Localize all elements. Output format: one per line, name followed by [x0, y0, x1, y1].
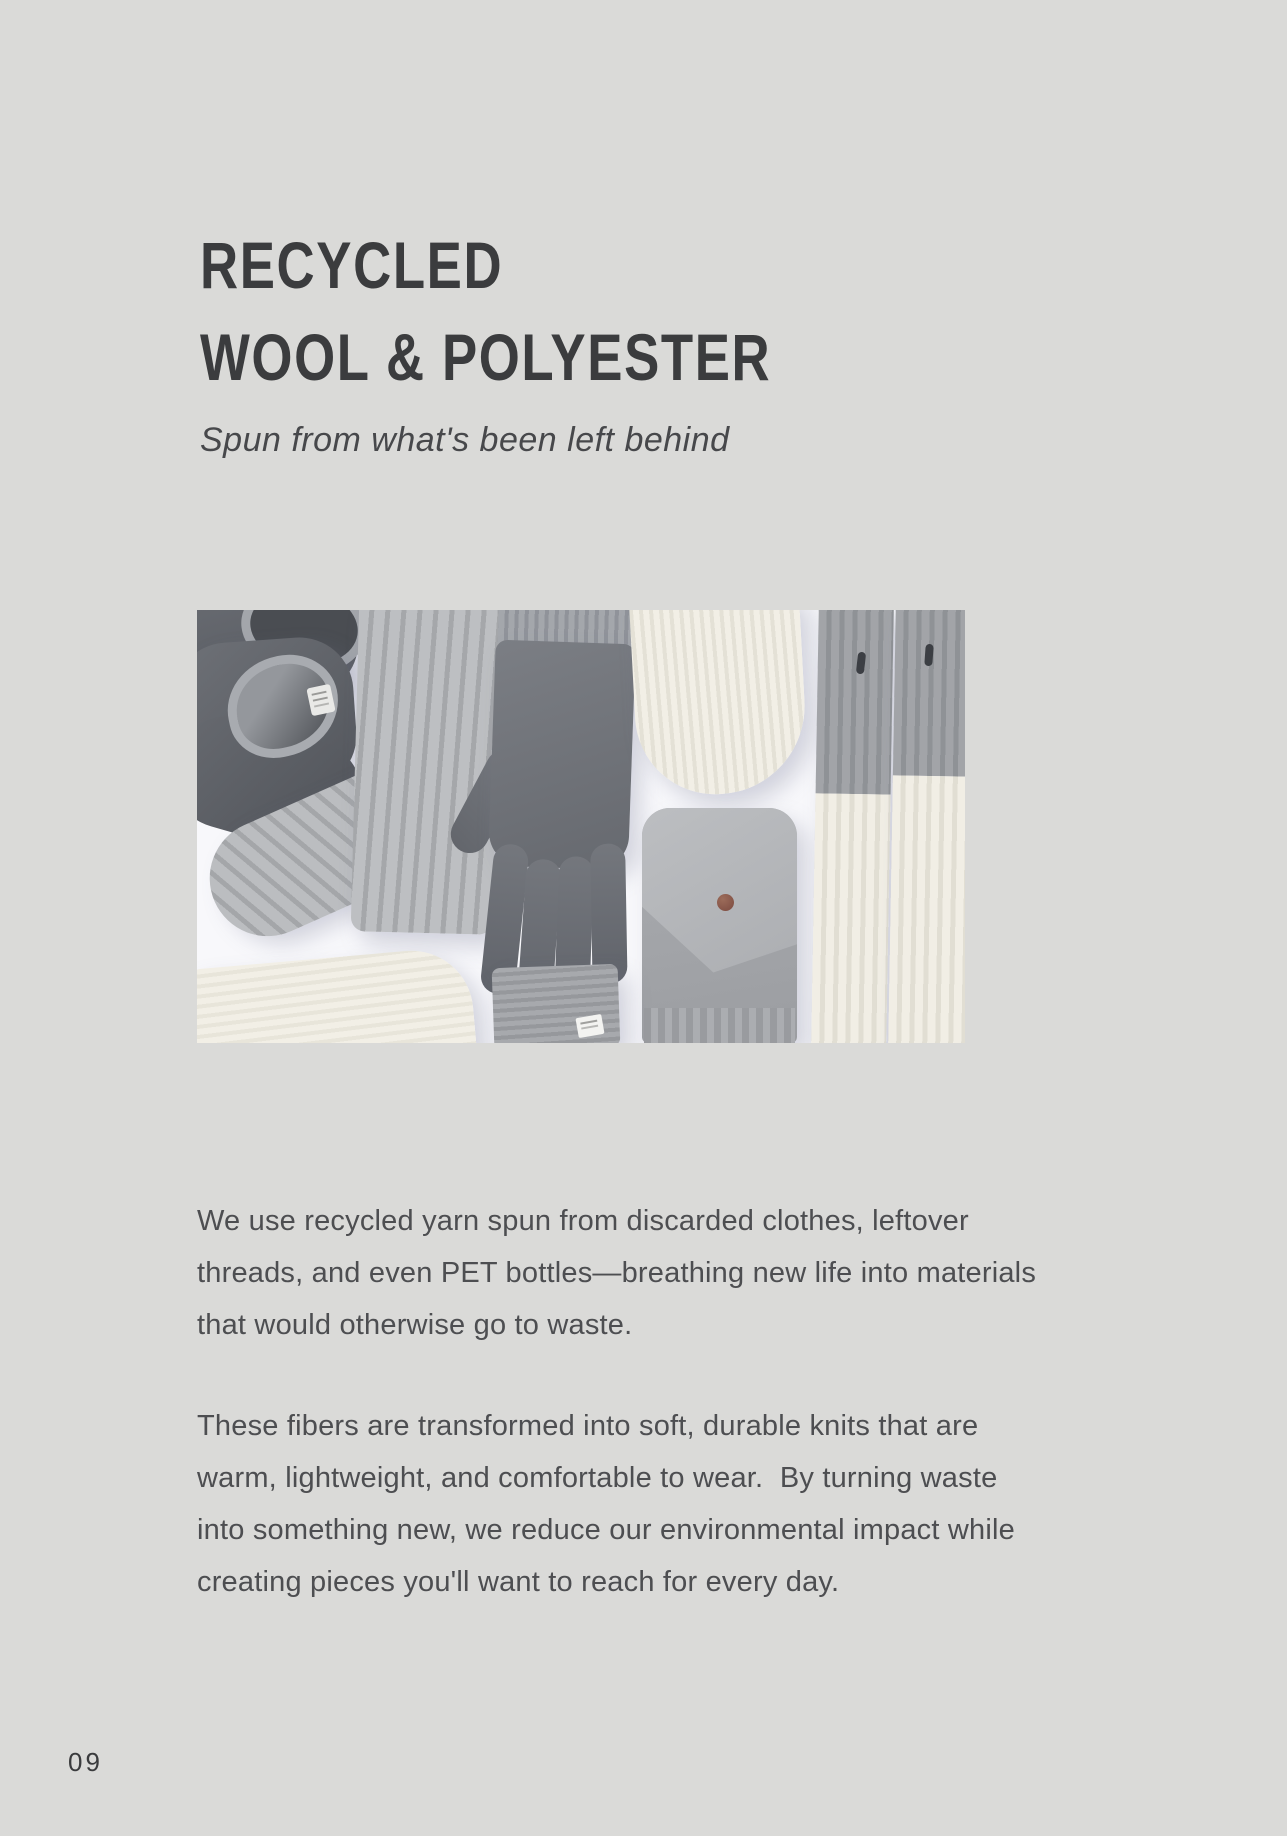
- photo-charcoal-glove: [483, 610, 643, 1020]
- paragraph-line: We use recycled yarn spun from discarded clothes, leftover: [197, 1205, 969, 1237]
- paragraph-line: creating pieces you'll want to reach for every day.: [197, 1566, 840, 1598]
- page-title-line-1: RECYCLED: [200, 228, 504, 303]
- photo-flap-mitten-cuff: [644, 1008, 795, 1043]
- photo-ivory-mitten: [629, 610, 809, 798]
- page-subtitle: Spun from what's been left behind: [200, 421, 730, 459]
- photo-grey-sock-leg: [351, 610, 502, 935]
- photo-right-sock-left: [811, 610, 894, 1043]
- photo-wooden-button: [717, 894, 734, 911]
- photo-right-sock-cream-part: [888, 775, 965, 1043]
- body-paragraph-1: [197, 1195, 1036, 1351]
- page-title: [200, 219, 771, 403]
- paragraph-line: that would otherwise go to waste.: [197, 1309, 633, 1341]
- knitwear-photo: [197, 610, 965, 1043]
- body-paragraph-2: [197, 1400, 1015, 1608]
- page-title-line-2: WOOL & POLYESTER: [200, 320, 772, 395]
- photo-right-sock-grey-part: [816, 610, 894, 795]
- photo-right-sock-cream-part: [811, 793, 890, 1043]
- photo-right-sock-right: [888, 610, 965, 1043]
- photo-glove-finger: [590, 843, 627, 984]
- paragraph-line: These fibers are transformed into soft, durable knits that are: [197, 1410, 979, 1442]
- paragraph-line: warm, lightweight, and comfortable to wear. By turning waste: [197, 1462, 998, 1494]
- photo-sock-slit: [924, 644, 934, 667]
- page-number: 09: [68, 1747, 103, 1777]
- paragraph-line: into something new, we reduce our environmental impact while: [197, 1514, 1015, 1546]
- paragraph-line: threads, and even PET bottles—breathing new life into materials: [197, 1257, 1037, 1289]
- photo-ivory-knit-piece: [197, 946, 477, 1043]
- photo-glove-palm: [488, 640, 636, 871]
- photo-right-sock-grey-part: [893, 610, 965, 777]
